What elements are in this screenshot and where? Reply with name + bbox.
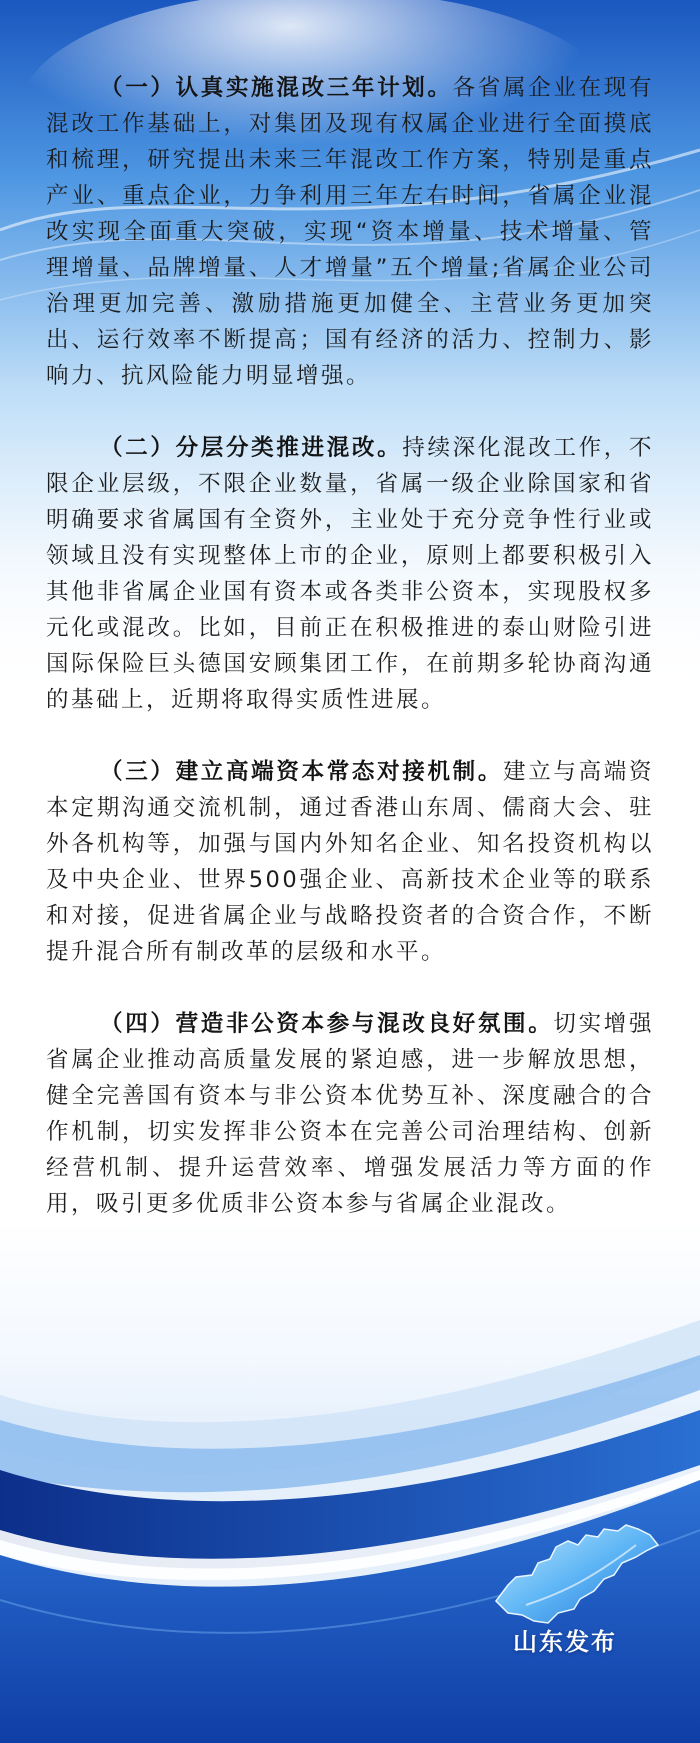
- paragraph-4: [46, 1006, 654, 1222]
- paragraph-text: 持续深化混改工作，不限企业层级，不限企业数量，省属一级企业除国家和省明确要求省属国有全资外，主业处于充分竞争性行业或领域且没有实现整体上市的企业，原则上都要积极引入其他非省属企业国有资本或各类非公资本，实现股权多元化或混改。比如，目前正在积极推进的泰山财险引进国际保险巨头德国安顾集团工作，在前期多轮协商沟通的基础上，近期将取得实质性进展。: [46, 435, 654, 713]
- paragraph-heading: （三）建立高端资本常态对接机制。: [100, 759, 504, 785]
- paragraph-3: [46, 754, 654, 970]
- paragraph-text: 各省属企业在现有混改工作基础上，对集团及现有权属企业进行全面摸底和梳理，研究提出未来三年混改工作方案，特别是重点产业、重点企业，力争利用三年左右时间，省属企业混改实现全面重大突破，实现“资本增量、技术增量、管理增量、品牌增量、人才增量”五个增量;省属企业公司治理更加完善、激励措施更加健全、主营业务更加突出、运行效率不断提高；国有经济的活力、控制力、影响力、抗风险能力明显增强。: [46, 75, 654, 389]
- paragraph-heading: （一）认真实施混改三年计划。: [100, 75, 453, 101]
- paragraph-1: [46, 70, 654, 394]
- paragraph-2: [46, 430, 654, 718]
- paragraph-heading: （二）分层分类推进混改。: [100, 435, 403, 461]
- logo-text: 山东发布: [513, 1627, 617, 1656]
- paragraph-heading: （四）营造非公资本参与混改良好氛围。: [100, 1011, 554, 1037]
- paragraph-text: 建立与高端资本定期沟通交流机制，通过香港山东周、儒商大会、驻外各机构等，加强与国内外知名企业、知名投资机构以及中央企业、世界500强企业、高新技术企业等的联系和对接，促进省属企业与战略投资者的合资合作，不断提升混合所有制改革的层级和水平。: [46, 759, 654, 965]
- paragraph-text: 切实增强省属企业推动高质量发展的紧迫感，进一步解放思想，健全完善国有资本与非公资本优势互补、深度融合的合作机制，切实发挥非公资本在完善公司治理结构、创新经营机制、提升运营效率、增强发展活力等方面的作用，吸引更多优质非公资本参与省属企业混改。: [46, 1011, 654, 1217]
- article-body: [46, 70, 654, 1258]
